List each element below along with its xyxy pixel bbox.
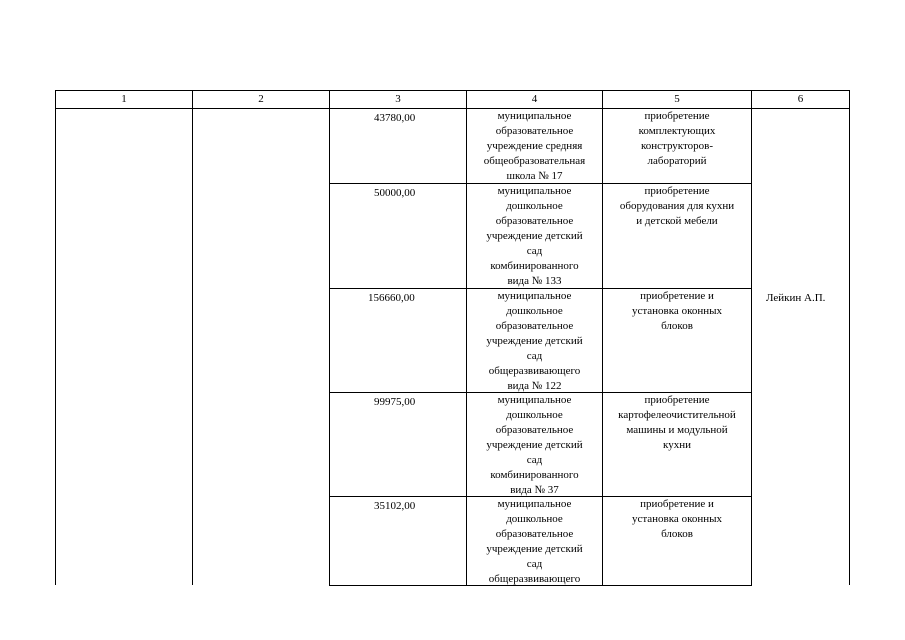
header-col-5: 5 — [674, 93, 680, 105]
col-line-6 — [849, 90, 850, 585]
table-row-2-amount: 50000,00 — [374, 187, 416, 199]
table-row-5-amount: 35102,00 — [374, 500, 416, 512]
table-row-2-purpose: приобретение оборудования для кухни и детской мебели — [619, 185, 735, 227]
table-row-1-institution: муниципальное образовательное учреждение средняя общеобразовательная школа № 17 — [483, 110, 586, 182]
table-row-5-institution: муниципальное дошкольное образовательное учреждение детский сад общеразвивающего — [486, 498, 583, 585]
table-row-3-amount: 156660,00 — [368, 292, 415, 304]
header-col-3: 3 — [395, 93, 401, 105]
header-col-4: 4 — [531, 93, 538, 105]
table-row-1-amount: 43780,00 — [374, 112, 416, 124]
col-line-5 — [751, 90, 752, 585]
header-col-2: 2 — [258, 93, 264, 105]
table-row-3-purpose: приобретение и установка оконных блоков — [631, 290, 723, 332]
table-row-4-institution: муниципальное дошкольное образовательное учреждение детский сад комбинированного вида № 37 — [486, 394, 583, 496]
col-line-0 — [55, 90, 56, 585]
table-row-1-purpose: приобретение комплектующих конструкторов- лабораторий — [638, 110, 716, 167]
header-col-6: 6 — [797, 93, 804, 105]
table-row-4-amount: 99975,00 — [374, 396, 416, 408]
table-row-3-institution: муниципальное дошкольное образовательное учреждение детский сад общеразвивающего вида № 122 — [486, 290, 583, 392]
col-line-1 — [192, 90, 193, 585]
table-row-2-institution: муниципальное дошкольное образовательное учреждение детский сад комбинированного вида № 133 — [486, 185, 583, 287]
table-row-4-purpose: приобретение картофелеочистительной машины и модульной кухни — [618, 394, 736, 451]
header-col-1: 1 — [121, 93, 127, 105]
responsible-person: Лейкин А.П. — [766, 292, 826, 304]
table-row-5-purpose: приобретение и установка оконных блоков — [631, 498, 723, 540]
col-line-2 — [329, 90, 330, 585]
